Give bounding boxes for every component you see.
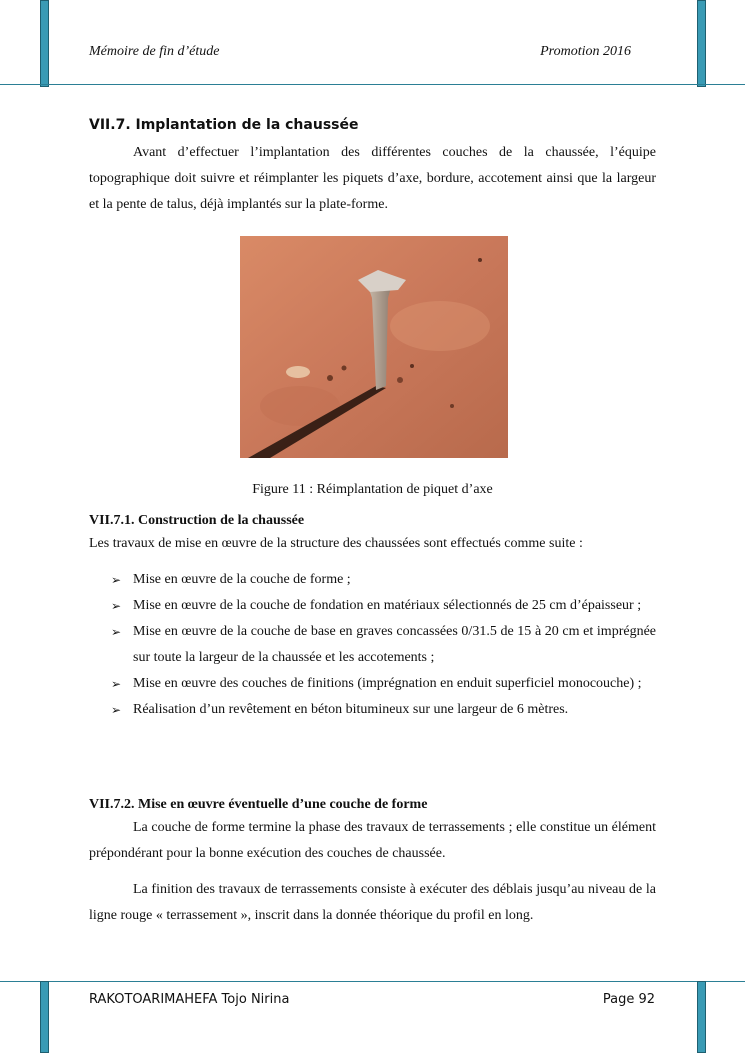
footer-rule — [0, 981, 745, 982]
figure-photo — [240, 236, 508, 458]
header-right-bar — [697, 0, 706, 87]
arrow-bullet-icon: ➢ — [111, 625, 122, 639]
list-item: ➢ Mise en œuvre de la couche de fondation en matériaux sélectionnés de 25 cm d’épaisseur ; — [89, 593, 656, 619]
header-rule — [0, 84, 745, 85]
footer-page-number: Page 92 — [602, 992, 655, 1007]
section-intro — [89, 140, 656, 218]
footer-left-bar — [40, 981, 49, 1053]
footer-right-bar — [697, 981, 706, 1053]
subsection-2-para-1: La couche de forme termine la phase des travaux de terrassements ; elle constitue un élément prépondérant pour la bonne exécution des couches de chaussée. — [89, 820, 656, 861]
subsection-1-intro: Les travaux de mise en œuvre de la structure des chaussées sont effectués comme suite : — [89, 536, 583, 551]
header-right-text: Promotion 2016 — [540, 44, 631, 59]
arrow-bullet-icon: ➢ — [111, 599, 122, 613]
arrow-bullet-icon: ➢ — [111, 703, 122, 717]
list-item: ➢ Mise en œuvre de la couche de forme ; — [89, 567, 656, 593]
header-left-text: Mémoire de fin d’étude — [89, 44, 220, 59]
works-list — [89, 567, 656, 723]
subsection-2-title: VII.7.2. Mise en œuvre éventuelle d’une couche de forme — [89, 797, 428, 812]
list-item: ➢ Réalisation d’un revêtement en béton bitumineux sur une largeur de 6 mètres. — [89, 697, 656, 723]
subsection-2-para-2: La finition des travaux de terrassements consiste à exécuter des déblais jusqu’au niveau de la ligne rouge « terrassement », inscrit dans la donnée théorique du profil en long. — [89, 882, 656, 923]
header-left-bar — [40, 0, 49, 87]
section-title: VII.7. Implantation de la chaussée — [89, 117, 359, 133]
list-item: ➢ Mise en œuvre des couches de finitions (imprégnation en enduit superficiel monocouche) ; — [89, 671, 656, 697]
list-item: ➢ Mise en œuvre de la couche de base en graves concassées 0/31.5 de 15 à 20 cm et imprégnée sur toute la largeur de la chaussée et les accotements ; — [89, 619, 656, 671]
arrow-bullet-icon: ➢ — [111, 677, 122, 691]
figure-caption: Figure 11 : Réimplantation de piquet d’axe — [252, 482, 493, 497]
subsection-1-title: VII.7.1. Construction de la chaussée — [89, 513, 305, 528]
subsection-2 — [89, 797, 656, 929]
footer-author: RAKOTOARIMAHEFA Tojo Nirina — [89, 992, 290, 1007]
arrow-bullet-icon: ➢ — [111, 573, 122, 587]
subsection-1 — [89, 513, 656, 723]
section-intro-text: Avant d’effectuer l’implantation des différentes couches de la chaussée, l’équipe topographique doit suivre et réimplanter les piquets d’axe, bordure, accotement ainsi que la largeur et la pente de talus, déjà implantés sur la plate-forme. — [89, 145, 656, 212]
